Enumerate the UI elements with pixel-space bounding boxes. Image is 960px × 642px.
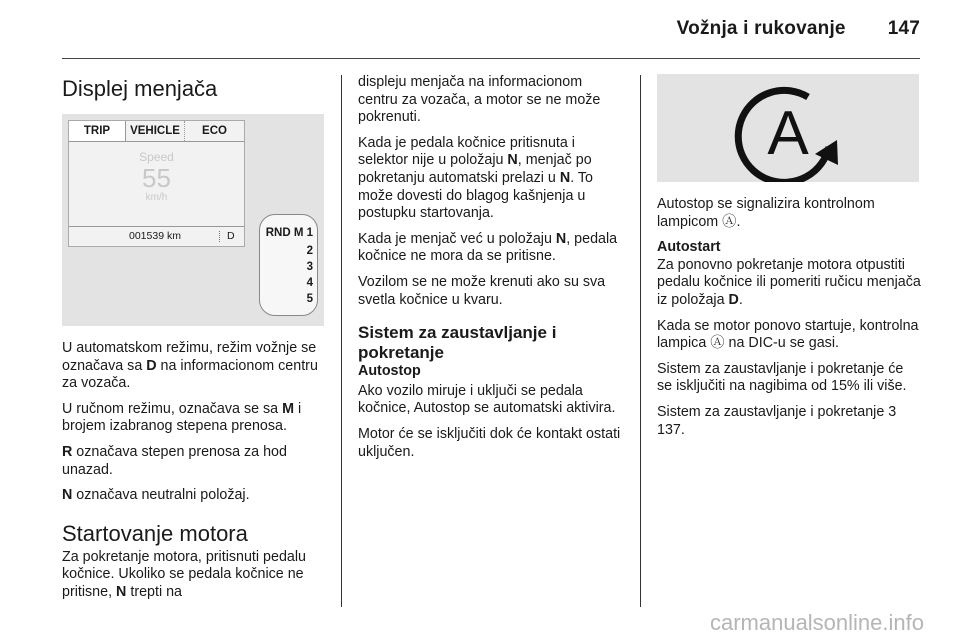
paragraph: Kada je pedala kočnice pritisnuta i selektor nije u položaju N, menjač po pokretanju automatski prelazi u N. To može dovesti do blagog kašnjenja u postupku startovanja. [358, 134, 593, 222]
paragraph: Kada je menjač već u položaju N, pedala kočnice ne mora da se pritisne. [358, 230, 618, 265]
gear-row: RND M 1 [265, 227, 313, 239]
paragraph: displeju menjača na informacionom centru za vozača, a motor se ne može pokrenuti. [358, 74, 601, 126]
autostop-lamp-icon-inline: Ⓐ [722, 213, 737, 230]
paragraph: R označava stepen prenosa za hod unazad. [62, 443, 287, 478]
subheading-autostop: Autostop [358, 363, 421, 380]
page-number: 147 [887, 18, 920, 39]
gear-indicator: D [227, 230, 235, 242]
gear-4: 4 [306, 276, 313, 289]
column-2 [358, 74, 624, 469]
tab-trip: TRIP [69, 121, 126, 141]
gear-2: 2 [306, 244, 313, 257]
tab-vehicle: VEHICLE [126, 121, 185, 141]
lamp-letter: A [767, 99, 809, 168]
speed-value: 55 [142, 163, 171, 193]
column-1 [62, 74, 326, 610]
paragraph: Sistem za zaustavljanje i pokretanje 3 137. [657, 403, 897, 438]
section-heading-stop-start: Sistem za zaustavljanje i pokretanje [358, 323, 557, 363]
paragraph: Motor će se isključiti dok će kontakt ostati uključen. [358, 425, 621, 460]
paragraph: Autostop se signalizira kontrolnom lampicom Ⓐ. [657, 196, 875, 230]
autostop-lamp-icon-inline: Ⓐ [710, 335, 725, 352]
header-rule [62, 58, 920, 59]
dic-screen [68, 120, 245, 247]
autostop-lamp-icon [657, 74, 919, 182]
chapter-title: Vožnja i rukovanje [676, 18, 846, 39]
paragraph: N označava neutralni položaj. [62, 487, 250, 504]
paragraph: Sistem za zaustavljanje i pokretanje će se isključiti na nagibima od 15% ili više. [657, 360, 907, 395]
column-divider-2 [640, 75, 641, 607]
section-heading-display: Displej menjača [62, 76, 218, 101]
column-3 [657, 74, 921, 447]
autostop-lamp-figure [657, 74, 919, 182]
paragraph: Ako vozilo miruje i uključi se pedala kočnice, Autostop se automatski aktivira. [358, 382, 616, 417]
tab-eco: ECO [202, 125, 227, 137]
speed-unit: km/h [145, 192, 168, 203]
transmission-display-figure [62, 114, 324, 326]
speed-label: Speed [139, 150, 174, 164]
column-divider-1 [341, 75, 342, 607]
paragraph: Za pokretanje motora, pritisnuti pedalu kočnice. Ukoliko se pedala kočnice ne pritisne, N trepti na [62, 548, 306, 600]
paragraph: Za ponovno pokretanje motora otpustiti pedalu kočnice ili pomeriti ručicu menjača iz položaja D. [657, 256, 921, 308]
odometer: 001539 km [129, 230, 181, 242]
running-head [677, 18, 920, 40]
watermark: carmanualsonline.info [709, 610, 924, 635]
paragraph: Kada se motor ponovo startuje, kontrolna lampica Ⓐ na DIC-u se gasi. [657, 317, 919, 352]
gear-3: 3 [306, 260, 313, 273]
section-heading-start: Startovanje motora [62, 520, 248, 546]
gear-callout [259, 214, 318, 316]
paragraph: Vozilom se ne može krenuti ako su sva svetla kočnice u kvaru. [358, 273, 606, 308]
paragraph: U automatskom režimu, režim vožnje se označava sa D na informacionom centru za vozača. [62, 340, 318, 392]
paragraph: U ručnom režimu, označava se sa M i brojem izabranog stepena prenosa. [62, 400, 302, 435]
subheading-autostart: Autostart [657, 239, 721, 256]
gear-5: 5 [306, 292, 313, 305]
reference-arrow-icon: 3 [888, 403, 897, 420]
